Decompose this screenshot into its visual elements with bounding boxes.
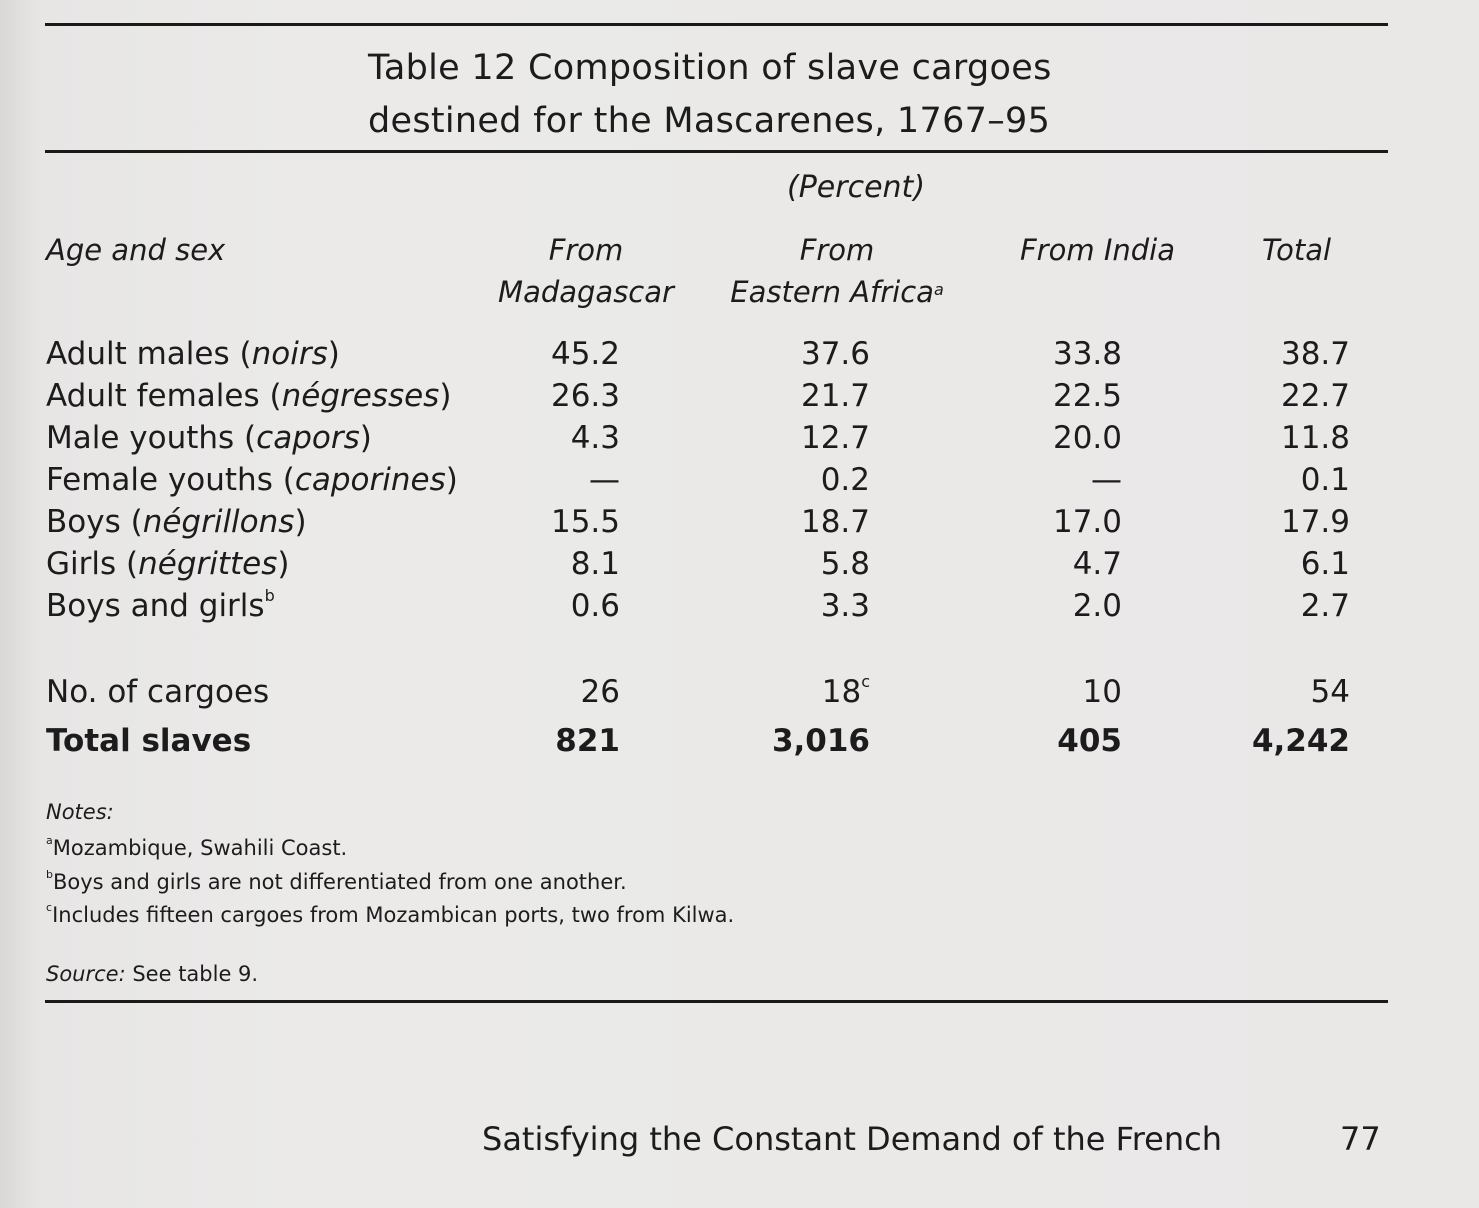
header-eastern-africa-line-1: From (799, 233, 875, 267)
cell-eastern-africa: 5.8 (820, 546, 870, 582)
note-c-mark: c (46, 901, 53, 914)
row-label-close: ) (439, 378, 452, 414)
table-title-line-1: Table 12 Composition of slave cargoes (368, 48, 1052, 88)
cell-total: 17.9 (1280, 504, 1350, 540)
header-eastern-africa (727, 229, 947, 313)
cell-total: 2.7 (1300, 588, 1350, 624)
cell-eastern-africa: 3,016 (771, 723, 870, 759)
cell-india: 22.5 (1052, 378, 1122, 414)
cell-madagascar: 45.2 (550, 336, 620, 372)
title-rule (45, 150, 1388, 153)
cell-madagascar: 26.3 (550, 378, 620, 414)
footnote-mark-b: b (264, 586, 275, 605)
footnote-mark-a: a (933, 280, 944, 299)
running-footer-title: Satisfying the Constant Demand of the French (482, 1120, 1222, 1158)
note-a-mark: a (46, 834, 53, 847)
cell-india: 33.8 (1052, 336, 1122, 372)
row-label-french: noirs (251, 336, 328, 372)
cell-madagascar: 15.5 (550, 504, 620, 540)
source-label: Source: (46, 962, 126, 986)
cell-madagascar: 8.1 (570, 546, 620, 582)
row-label (46, 420, 372, 456)
header-india: From India (1020, 233, 1175, 267)
page-number: 77 (1340, 1120, 1381, 1158)
row-label-close: ) (359, 420, 372, 456)
bottom-rule (45, 1000, 1388, 1003)
cell-eastern-africa: 12.7 (800, 420, 870, 456)
cell-total: 11.8 (1280, 420, 1350, 456)
row-label (46, 504, 307, 540)
row-label-close: ) (327, 336, 340, 372)
row-label (46, 588, 275, 624)
notes-heading-text: Notes: (46, 800, 114, 824)
header-madagascar-line-2: Madagascar (498, 275, 674, 309)
cell-madagascar: 0.6 (570, 588, 620, 624)
row-label-text: Boys and girls (46, 588, 265, 624)
row-label-french: négresses (281, 378, 440, 414)
cell-india: 405 (1057, 723, 1122, 759)
row-label (46, 462, 458, 498)
row-label-close: ) (445, 462, 458, 498)
header-total: Total (1262, 233, 1332, 267)
source-note (46, 962, 258, 986)
cell-india: 10 (1082, 674, 1122, 710)
note-b-mark: b (46, 868, 53, 881)
top-rule (45, 23, 1388, 26)
row-label-close: ) (277, 546, 290, 582)
cell-eastern-africa: 18.7 (800, 504, 870, 540)
note-c-text: Includes fifteen cargoes from Mozambican ports, two from Kilwa. (52, 903, 735, 927)
cargoes-label: No. of cargoes (46, 674, 270, 710)
cell-eastern-africa: 0.2 (820, 462, 870, 498)
row-label (46, 378, 451, 414)
row-label-french: caporines (294, 462, 446, 498)
cell-total: 38.7 (1280, 336, 1350, 372)
row-label-french: négrittes (138, 546, 278, 582)
note-a (46, 836, 347, 860)
footnote-mark-c: c (861, 672, 870, 691)
row-label (46, 336, 340, 372)
cell-eastern-africa: 21.7 (800, 378, 870, 414)
note-c (46, 903, 734, 927)
cell-madagascar: — (589, 462, 620, 498)
row-label-text: Boys ( (46, 504, 143, 540)
cell-india: — (1091, 462, 1122, 498)
row-label-text: Adult males ( (46, 336, 252, 372)
source-text: See table 9. (125, 962, 259, 986)
note-a-text: Mozambique, Swahili Coast. (52, 836, 348, 860)
notes-heading (46, 800, 114, 824)
cell-total: 4,242 (1251, 723, 1350, 759)
row-label-text: Adult females ( (46, 378, 282, 414)
cell-total: 22.7 (1280, 378, 1350, 414)
table-title (368, 42, 1052, 148)
cargoes-eastern-africa-value: 18 (821, 674, 862, 710)
row-label-text: Male youths ( (46, 420, 257, 456)
table-title-line-2: destined for the Mascarenes, 1767–95 (368, 101, 1051, 141)
cell-total: 6.1 (1300, 546, 1350, 582)
cell-india: 17.0 (1052, 504, 1122, 540)
header-age-sex: Age and sex (46, 233, 226, 267)
row-label-text: Female youths ( (46, 462, 295, 498)
cell-total: 0.1 (1300, 462, 1350, 498)
row-label-text: Girls ( (46, 546, 139, 582)
cell-eastern-africa: 37.6 (800, 336, 870, 372)
cell-india: 20.0 (1052, 420, 1122, 456)
cell-madagascar: 4.3 (570, 420, 620, 456)
header-eastern-africa-line-2 (727, 271, 947, 313)
row-label-french: capors (256, 420, 360, 456)
row-label-close: ) (294, 504, 307, 540)
note-b-text: Boys and girls are not differentiated from one another. (52, 870, 627, 894)
cell-madagascar: 26 (580, 674, 620, 710)
cell-madagascar: 821 (555, 723, 620, 759)
header-madagascar (496, 229, 676, 313)
cell-total: 54 (1310, 674, 1350, 710)
row-label-french: négrillons (142, 504, 295, 540)
note-b (46, 870, 627, 894)
unit-label: (Percent) (787, 170, 926, 205)
header-madagascar-line-1: From (548, 233, 624, 267)
total-label: Total slaves (46, 723, 252, 759)
cell-india: 2.0 (1072, 588, 1122, 624)
cell-eastern-africa (760, 674, 870, 710)
header-eastern-africa-text: Eastern Africa (730, 275, 934, 309)
cell-eastern-africa: 3.3 (820, 588, 870, 624)
cell-india: 4.7 (1072, 546, 1122, 582)
row-label (46, 546, 290, 582)
